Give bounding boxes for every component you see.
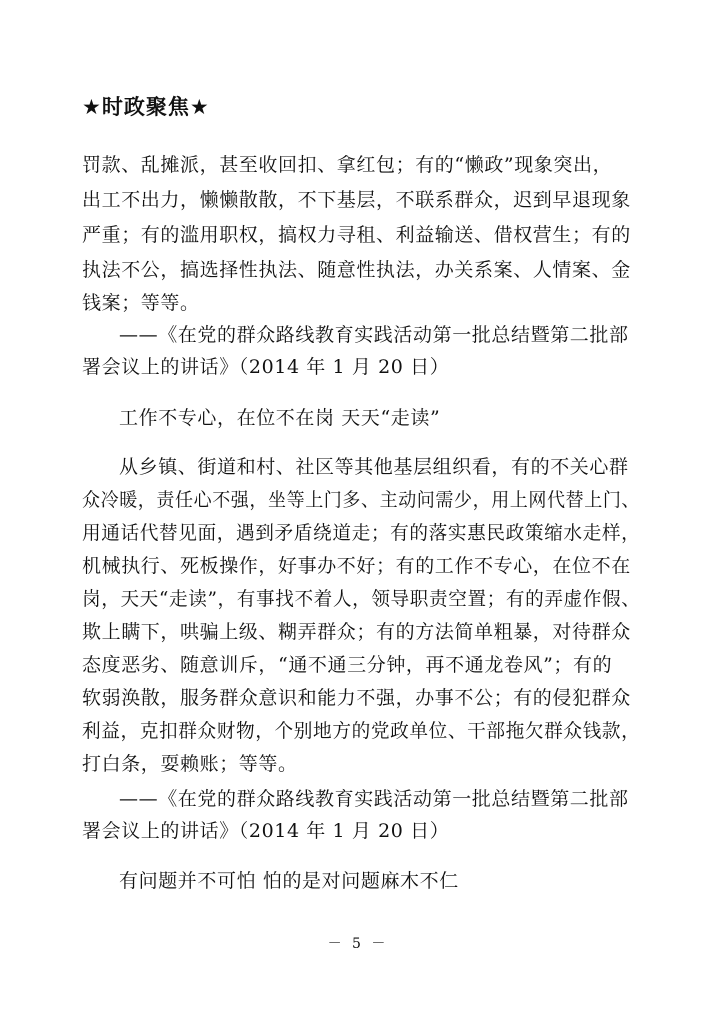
paragraph-line: 欺上瞒下，哄骗上级、糊弄群众；有的方法简单粗暴，对待群众 bbox=[82, 621, 631, 643]
paragraph-line: 执法不公，搞选择性执法、随意性执法，办关系案、人情案、金 bbox=[82, 259, 631, 281]
source-citation: ——《在党的群众路线教育实践活动第一批总结暨第二批部 bbox=[119, 324, 629, 346]
source-citation: 署会议上的讲话》（2014 年 1 月 20 日） bbox=[82, 356, 450, 378]
paragraph-line: 态度恶劣、随意训斥，“通不通三分钟，再不通龙卷风”；有的 bbox=[82, 654, 613, 676]
paragraph-line: 严重；有的滥用职权，搞权力寻租、利益输送、借权营生；有的 bbox=[82, 224, 631, 246]
paragraph-line: 机械执行、死板操作，好事办不好；有的工作不专心，在位不在 bbox=[82, 555, 631, 577]
paragraph-line: 利益，克扣群众财物，个别地方的党政单位、干部拖欠群众钱款， bbox=[82, 720, 641, 742]
paragraph-line: 钱案；等等。 bbox=[82, 292, 200, 314]
subtitle: 有问题并不可怕 怕的是对问题麻木不仁 bbox=[119, 870, 459, 892]
paragraph-line: 从乡镇、街道和村、社区等其他基层组织看，有的不关心群 bbox=[119, 456, 629, 478]
paragraph-line: 用通话代替见面，遇到矛盾绕道走；有的落实惠民政策缩水走样， bbox=[82, 522, 641, 544]
paragraph-line: 打白条，耍赖账；等等。 bbox=[82, 753, 298, 775]
paragraph-line: 岗，天天“走读”，有事找不着人，领导职责空置；有的弄虚作假、 bbox=[82, 588, 641, 610]
paragraph-line: 众冷暖，责任心不强，坐等上门多、主动问需少，用上网代替上门、 bbox=[82, 489, 641, 511]
paragraph-line: 罚款、乱摊派，甚至收回扣、拿红包；有的“懒政”现象突出， bbox=[82, 154, 613, 176]
paragraph-line: 软弱涣散，服务群众意识和能力不强，办事不公；有的侵犯群众 bbox=[82, 687, 631, 709]
source-citation: 署会议上的讲话》（2014 年 1 月 20 日） bbox=[82, 820, 450, 842]
section-heading: ★时政聚焦★ bbox=[82, 95, 210, 119]
subtitle: 工作不专心，在位不在岗 天天“走读” bbox=[119, 407, 441, 429]
source-citation: ——《在党的群众路线教育实践活动第一批总结暨第二批部 bbox=[119, 788, 629, 810]
paragraph-line: 出工不出力，懒懒散散，不下基层，不联系群众，迟到早退现象 bbox=[82, 189, 631, 211]
page-number: － 5 － bbox=[327, 936, 389, 952]
